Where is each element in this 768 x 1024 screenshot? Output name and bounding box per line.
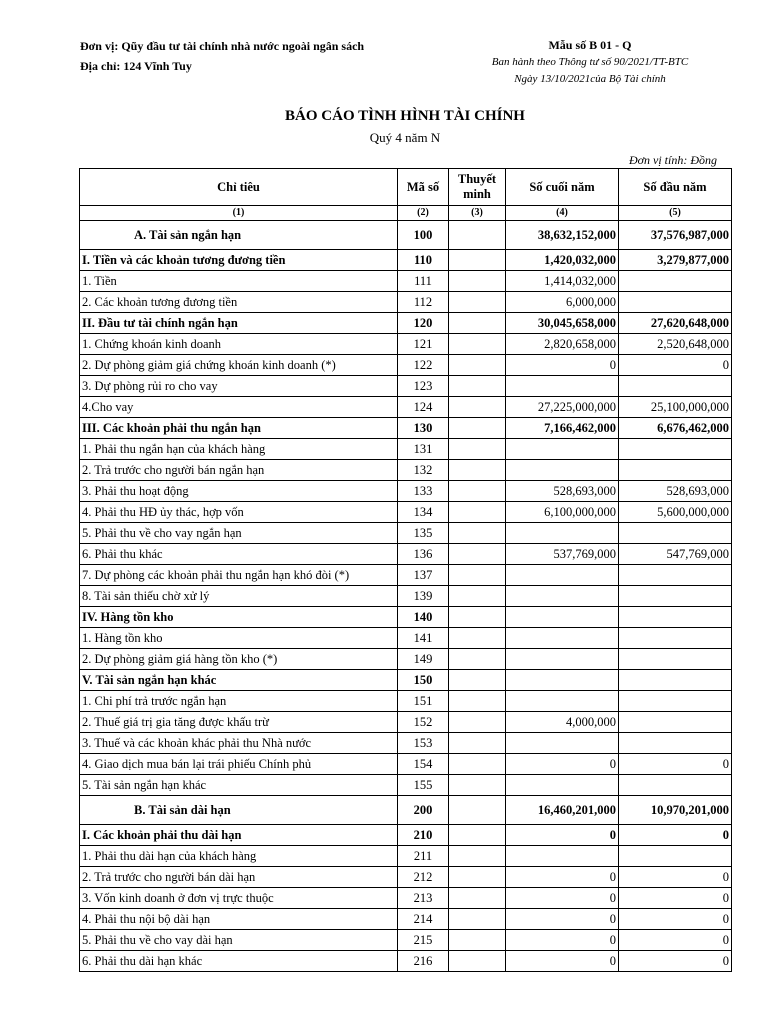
currency-unit: Đơn vị tính: Đồng — [628, 153, 717, 167]
row-item-name: 8. Tài sản thiếu chờ xử lý — [80, 586, 398, 607]
row-begin-value — [619, 670, 732, 691]
row-code: 200 — [398, 796, 449, 825]
issued-circular: Ban hành theo Thông tư số 90/2021/TT-BTC — [491, 56, 689, 68]
table-body — [80, 221, 732, 972]
row-end-value: 0 — [506, 355, 619, 376]
col-header-item: Chỉ tiêu — [80, 169, 398, 206]
row-note — [449, 909, 506, 930]
row-code: 131 — [398, 439, 449, 460]
col-header-note: Thuyết minh — [449, 169, 506, 206]
table-row — [80, 418, 732, 439]
row-end-value — [506, 607, 619, 628]
row-begin-value — [619, 691, 732, 712]
row-begin-value — [619, 439, 732, 460]
row-code: 124 — [398, 397, 449, 418]
row-note — [449, 733, 506, 754]
row-code: 216 — [398, 951, 449, 972]
row-code: 139 — [398, 586, 449, 607]
row-code: 123 — [398, 376, 449, 397]
row-note — [449, 565, 506, 586]
table-row — [80, 951, 732, 972]
table-header-row — [80, 169, 732, 206]
table-row — [80, 825, 732, 846]
row-note — [449, 334, 506, 355]
table-row — [80, 775, 732, 796]
row-end-value — [506, 523, 619, 544]
table-row — [80, 334, 732, 355]
table-row — [80, 565, 732, 586]
row-note — [449, 888, 506, 909]
row-code: 153 — [398, 733, 449, 754]
row-note — [449, 313, 506, 334]
row-item-name: 2. Thuế giá trị gia tăng được khấu trừ — [80, 712, 398, 733]
row-note — [449, 439, 506, 460]
row-code: 112 — [398, 292, 449, 313]
row-item-name: 2. Trả trước cho người bán ngắn hạn — [80, 460, 398, 481]
table-row — [80, 221, 732, 250]
row-item-name: 4. Phải thu nội bộ dài hạn — [80, 909, 398, 930]
row-item-name: 5. Tài sản ngắn hạn khác — [80, 775, 398, 796]
row-item-name: 6. Phải thu dài hạn khác — [80, 951, 398, 972]
row-note — [449, 867, 506, 888]
row-begin-value: 37,576,987,000 — [619, 221, 732, 250]
row-item-name: II. Đầu tư tài chính ngắn hạn — [80, 313, 398, 334]
row-begin-value: 547,769,000 — [619, 544, 732, 565]
row-end-value — [506, 565, 619, 586]
row-begin-value — [619, 376, 732, 397]
row-note — [449, 502, 506, 523]
row-begin-value: 0 — [619, 909, 732, 930]
col-index: (2) — [398, 206, 449, 221]
row-code: 130 — [398, 418, 449, 439]
row-note — [449, 376, 506, 397]
row-end-value — [506, 670, 619, 691]
row-begin-value — [619, 733, 732, 754]
row-item-name: 1. Chi phí trả trước ngắn hạn — [80, 691, 398, 712]
col-header-end: Số cuối năm — [506, 169, 619, 206]
row-note — [449, 825, 506, 846]
row-note — [449, 221, 506, 250]
row-note — [449, 460, 506, 481]
row-item-name: 4. Giao dịch mua bán lại trái phiếu Chính phủ — [80, 754, 398, 775]
row-item-name: I. Các khoản phải thu dài hạn — [80, 825, 398, 846]
row-begin-value — [619, 607, 732, 628]
table-row — [80, 544, 732, 565]
row-end-value: 0 — [506, 867, 619, 888]
row-note — [449, 250, 506, 271]
row-code: 121 — [398, 334, 449, 355]
row-end-value — [506, 439, 619, 460]
row-code: 155 — [398, 775, 449, 796]
row-code: 140 — [398, 607, 449, 628]
row-end-value — [506, 691, 619, 712]
row-begin-value: 3,279,877,000 — [619, 250, 732, 271]
row-item-name: 1. Phải thu ngắn hạn của khách hàng — [80, 439, 398, 460]
row-note — [449, 951, 506, 972]
row-note — [449, 930, 506, 951]
row-begin-value: 0 — [619, 951, 732, 972]
row-end-value: 16,460,201,000 — [506, 796, 619, 825]
row-code: 120 — [398, 313, 449, 334]
row-code: 133 — [398, 481, 449, 502]
table-row — [80, 796, 732, 825]
report-title: BÁO CÁO TÌNH HÌNH TÀI CHÍNH — [285, 108, 525, 124]
issued-date: Ngày 13/10/2021của Bộ Tài chính — [514, 73, 666, 85]
row-end-value: 0 — [506, 909, 619, 930]
row-item-name: 3. Vốn kinh doanh ở đơn vị trực thuộc — [80, 888, 398, 909]
table-row — [80, 754, 732, 775]
row-note — [449, 397, 506, 418]
row-end-value — [506, 628, 619, 649]
row-code: 210 — [398, 825, 449, 846]
table-row — [80, 586, 732, 607]
table-row — [80, 523, 732, 544]
row-code: 100 — [398, 221, 449, 250]
row-begin-value — [619, 523, 732, 544]
row-code: 132 — [398, 460, 449, 481]
table-row — [80, 313, 732, 334]
row-end-value: 4,000,000 — [506, 712, 619, 733]
row-item-name: 4.Cho vay — [80, 397, 398, 418]
row-note — [449, 607, 506, 628]
row-begin-value: 0 — [619, 754, 732, 775]
row-end-value — [506, 733, 619, 754]
row-end-value: 0 — [506, 951, 619, 972]
row-end-value: 6,100,000,000 — [506, 502, 619, 523]
row-item-name: A. Tài sản ngắn hạn — [80, 221, 398, 250]
row-item-name: 7. Dự phòng các khoản phải thu ngắn hạn khó đòi (*) — [80, 565, 398, 586]
table-row — [80, 846, 732, 867]
table-row — [80, 502, 732, 523]
col-header-code: Mã số — [398, 169, 449, 206]
row-begin-value — [619, 775, 732, 796]
row-note — [449, 649, 506, 670]
table-row — [80, 250, 732, 271]
row-note — [449, 754, 506, 775]
table-row — [80, 439, 732, 460]
row-code: 213 — [398, 888, 449, 909]
row-code: 152 — [398, 712, 449, 733]
row-code: 149 — [398, 649, 449, 670]
row-item-name: I. Tiền và các khoản tương đương tiền — [80, 250, 398, 271]
row-item-name: 1. Phải thu dài hạn của khách hàng — [80, 846, 398, 867]
row-end-value — [506, 586, 619, 607]
row-note — [449, 271, 506, 292]
row-code: 135 — [398, 523, 449, 544]
table-row — [80, 376, 732, 397]
row-end-value: 528,693,000 — [506, 481, 619, 502]
row-begin-value: 0 — [619, 825, 732, 846]
table-row — [80, 607, 732, 628]
row-end-value: 0 — [506, 930, 619, 951]
row-end-value: 30,045,658,000 — [506, 313, 619, 334]
row-item-name: 1. Hàng tồn kho — [80, 628, 398, 649]
row-code: 137 — [398, 565, 449, 586]
col-index: (5) — [619, 206, 732, 221]
table-row — [80, 867, 732, 888]
row-end-value: 537,769,000 — [506, 544, 619, 565]
row-end-value: 7,166,462,000 — [506, 418, 619, 439]
row-begin-value: 0 — [619, 867, 732, 888]
row-end-value: 1,414,032,000 — [506, 271, 619, 292]
row-code: 150 — [398, 670, 449, 691]
row-item-name: 3. Thuế và các khoản khác phải thu Nhà nước — [80, 733, 398, 754]
report-period: Quý 4 năm N — [369, 130, 441, 145]
table-row — [80, 909, 732, 930]
row-code: 110 — [398, 250, 449, 271]
row-code: 136 — [398, 544, 449, 565]
table-row — [80, 712, 732, 733]
row-item-name: 1. Chứng khoán kinh doanh — [80, 334, 398, 355]
row-code: 154 — [398, 754, 449, 775]
row-begin-value — [619, 628, 732, 649]
row-code: 134 — [398, 502, 449, 523]
row-end-value: 1,420,032,000 — [506, 250, 619, 271]
entity-address: Địa chỉ: 124 Vĩnh Tuy — [80, 59, 192, 73]
row-begin-value: 5,600,000,000 — [619, 502, 732, 523]
table-row — [80, 628, 732, 649]
row-begin-value — [619, 292, 732, 313]
entity-unit: Đơn vị: Qũy đầu tư tài chính nhà nước ngoài ngân sách — [80, 39, 365, 53]
row-begin-value: 0 — [619, 888, 732, 909]
table-row — [80, 670, 732, 691]
row-begin-value — [619, 271, 732, 292]
row-item-name: 3. Dự phòng rủi ro cho vay — [80, 376, 398, 397]
row-begin-value: 6,676,462,000 — [619, 418, 732, 439]
row-code: 211 — [398, 846, 449, 867]
row-begin-value — [619, 846, 732, 867]
table-row — [80, 271, 732, 292]
form-info — [470, 36, 710, 88]
row-note — [449, 523, 506, 544]
row-note — [449, 796, 506, 825]
row-end-value — [506, 649, 619, 670]
row-note — [449, 712, 506, 733]
row-note — [449, 544, 506, 565]
row-code: 122 — [398, 355, 449, 376]
row-note — [449, 418, 506, 439]
row-item-name: 2. Trả trước cho người bán dài hạn — [80, 867, 398, 888]
row-item-name: 3. Phải thu hoạt động — [80, 481, 398, 502]
col-index: (4) — [506, 206, 619, 221]
row-note — [449, 292, 506, 313]
table-row — [80, 888, 732, 909]
col-index: (1) — [80, 206, 398, 221]
row-begin-value: 528,693,000 — [619, 481, 732, 502]
row-code: 212 — [398, 867, 449, 888]
row-end-value: 38,632,152,000 — [506, 221, 619, 250]
row-begin-value: 25,100,000,000 — [619, 397, 732, 418]
row-end-value — [506, 376, 619, 397]
row-item-name: 5. Phải thu về cho vay dài hạn — [80, 930, 398, 951]
row-code: 151 — [398, 691, 449, 712]
row-item-name: III. Các khoản phải thu ngắn hạn — [80, 418, 398, 439]
table-row — [80, 481, 732, 502]
row-end-value: 27,225,000,000 — [506, 397, 619, 418]
row-end-value: 0 — [506, 825, 619, 846]
table-row — [80, 691, 732, 712]
row-item-name: 2. Các khoản tương đương tiền — [80, 292, 398, 313]
row-note — [449, 355, 506, 376]
table-row — [80, 930, 732, 951]
table-row — [80, 397, 732, 418]
row-end-value: 6,000,000 — [506, 292, 619, 313]
row-begin-value — [619, 586, 732, 607]
financial-table — [79, 168, 732, 972]
row-note — [449, 670, 506, 691]
col-header-begin: Số đầu năm — [619, 169, 732, 206]
row-note — [449, 775, 506, 796]
row-item-name: 4. Phải thu HĐ ủy thác, hợp vốn — [80, 502, 398, 523]
row-code: 111 — [398, 271, 449, 292]
row-item-name: 1. Tiền — [80, 271, 398, 292]
row-code: 215 — [398, 930, 449, 951]
column-index-row — [80, 206, 732, 221]
row-end-value: 0 — [506, 888, 619, 909]
row-begin-value — [619, 460, 732, 481]
row-note — [449, 481, 506, 502]
table-row — [80, 649, 732, 670]
row-item-name: IV. Hàng tồn kho — [80, 607, 398, 628]
row-begin-value: 0 — [619, 930, 732, 951]
row-begin-value — [619, 712, 732, 733]
row-item-name: 5. Phải thu về cho vay ngắn hạn — [80, 523, 398, 544]
row-note — [449, 586, 506, 607]
row-note — [449, 691, 506, 712]
row-item-name: V. Tài sản ngắn hạn khác — [80, 670, 398, 691]
row-begin-value: 2,520,648,000 — [619, 334, 732, 355]
row-code: 141 — [398, 628, 449, 649]
table-row — [80, 355, 732, 376]
row-end-value — [506, 775, 619, 796]
row-note — [449, 628, 506, 649]
row-begin-value — [619, 649, 732, 670]
entity-info — [80, 36, 364, 76]
row-end-value — [506, 460, 619, 481]
row-end-value: 0 — [506, 754, 619, 775]
row-code: 214 — [398, 909, 449, 930]
row-item-name: B. Tài sản dài hạn — [80, 796, 398, 825]
row-note — [449, 846, 506, 867]
table-row — [80, 733, 732, 754]
row-item-name: 6. Phải thu khác — [80, 544, 398, 565]
row-item-name: 2. Dự phòng giảm giá hàng tồn kho (*) — [80, 649, 398, 670]
row-end-value: 2,820,658,000 — [506, 334, 619, 355]
row-end-value — [506, 846, 619, 867]
row-item-name: 2. Dự phòng giảm giá chứng khoán kinh doanh (*) — [80, 355, 398, 376]
col-index: (3) — [449, 206, 506, 221]
row-begin-value: 27,620,648,000 — [619, 313, 732, 334]
row-begin-value: 0 — [619, 355, 732, 376]
table-row — [80, 292, 732, 313]
table-row — [80, 460, 732, 481]
form-code: Mẫu số B 01 - Q — [548, 38, 632, 52]
row-begin-value — [619, 565, 732, 586]
row-begin-value: 10,970,201,000 — [619, 796, 732, 825]
